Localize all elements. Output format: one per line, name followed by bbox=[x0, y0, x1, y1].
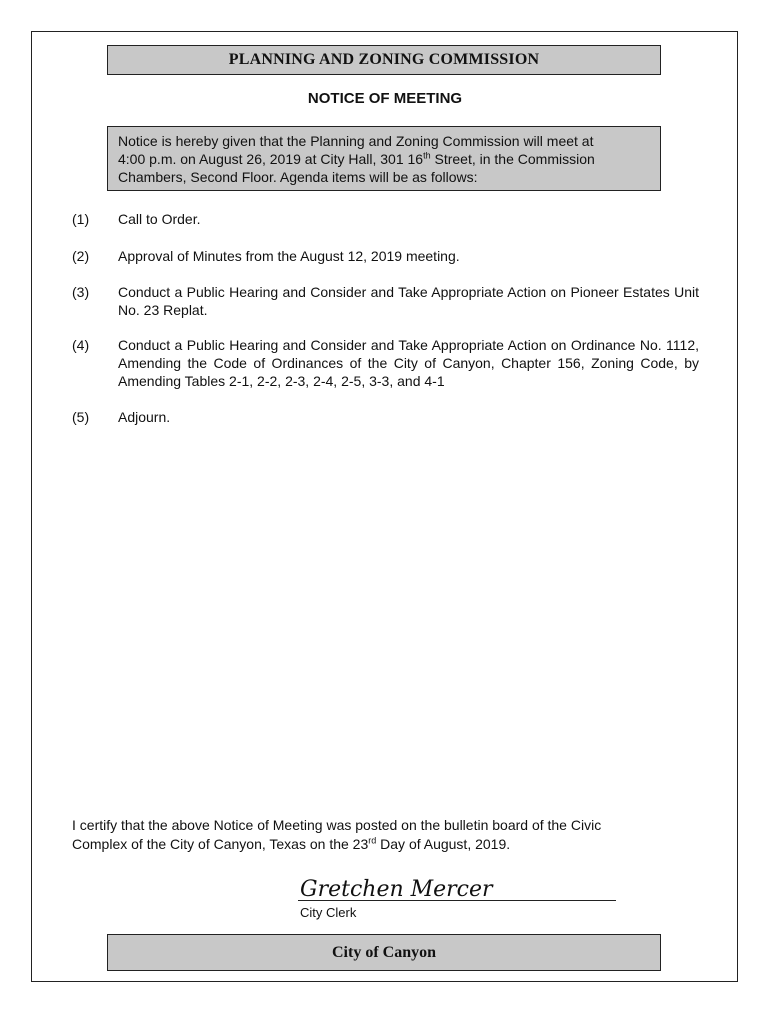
notice-line-3: Chambers, Second Floor. Agenda items will be as follows: bbox=[118, 169, 478, 185]
title-banner bbox=[107, 45, 661, 75]
agenda-number: (3) bbox=[72, 284, 90, 300]
signature-line bbox=[298, 900, 616, 901]
agenda-text: Approval of Minutes from the August 12, 2019 meeting. bbox=[118, 248, 460, 264]
certification-statement bbox=[72, 816, 692, 854]
agenda-number: (4) bbox=[72, 337, 90, 353]
agenda-number: (1) bbox=[72, 211, 90, 227]
signature-name: Gretchen Mercer bbox=[300, 877, 493, 902]
certification-line-1: I certify that the above Notice of Meeting was posted on the bulletin board of the Civic bbox=[72, 817, 602, 833]
notice-ordinal-suffix: th bbox=[423, 150, 431, 161]
signature-title: City Clerk bbox=[300, 905, 357, 920]
notice-heading: NOTICE OF MEETING bbox=[307, 90, 463, 107]
agenda-number: (5) bbox=[72, 409, 90, 425]
notice-line-1: Notice is hereby given that the Planning and Zoning Commission will meet at bbox=[118, 133, 594, 149]
agenda-number: (2) bbox=[72, 248, 90, 264]
footer-banner bbox=[107, 934, 661, 971]
footer-label: City of Canyon bbox=[331, 943, 436, 961]
signature-image bbox=[300, 874, 500, 902]
notice-line-2b: Street, in the Commission bbox=[430, 151, 595, 167]
agenda-text: Conduct a Public Hearing and Consider and Take Appropriate Action on Pioneer Estates Unit No. 23 Replat. bbox=[118, 284, 699, 318]
agenda-text: Call to Order. bbox=[118, 211, 201, 227]
certification-line-2b: Day of August, 2019. bbox=[376, 836, 511, 852]
agenda-text: Conduct a Public Hearing and Consider and Take Appropriate Action on Ordinance No. 1112, Amending the Code of Ordinances of the City of Canyon, Chapter 156, Zoning Code, by Amending Tables 2-1, 2-2, 2-3, 2-4, 2-5, 3-3, and 4-1 bbox=[118, 337, 699, 389]
notice-line-2a: 4:00 p.m. on August 26, 2019 at City Hall, 301 16 bbox=[118, 151, 424, 167]
page-title: PLANNING AND ZONING COMMISSION bbox=[228, 51, 540, 68]
certification-line-2a: Complex of the City of Canyon, Texas on the 23 bbox=[72, 836, 369, 852]
notice-box bbox=[107, 126, 661, 191]
agenda-text: Adjourn. bbox=[118, 409, 171, 425]
certification-ordinal-suffix: rd bbox=[368, 835, 377, 846]
